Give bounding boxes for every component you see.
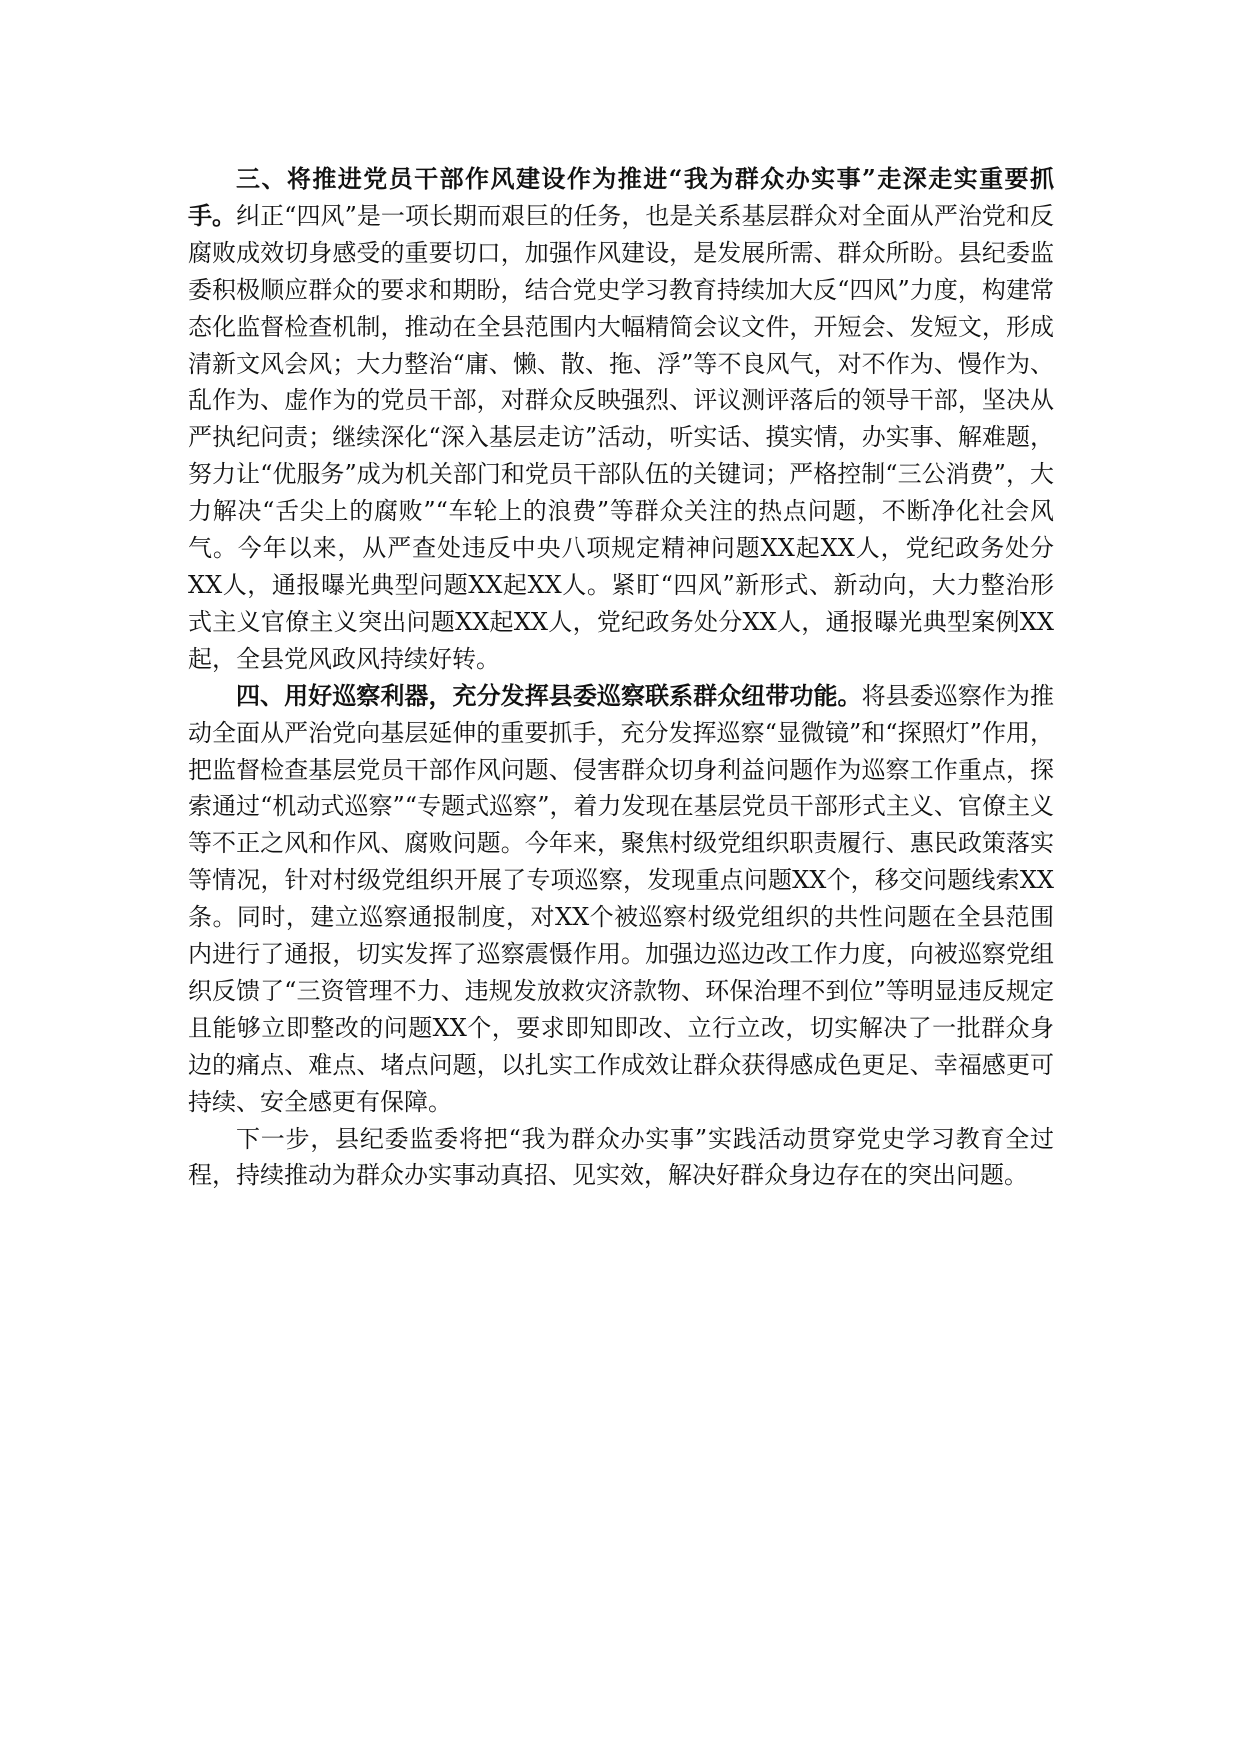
paragraph-heading: 三、将推进党员干部作风建设作为推进“我为群众办实事”走深走实重要抓手。 [188, 164, 1054, 230]
paragraph-text: 下一步，县纪委监委将把“我为群众办实事”实践活动贯穿党史学习教育全过程，持续推动为群众办实事动真招、见实效，解决好群众身边存在的突出问题。 [188, 1124, 1054, 1190]
paragraph-text: 将县委巡察作为推动全面从严治党向基层延伸的重要抓手，充分发挥巡察“显微镜”和“探照灯”作用，把监督检查基层党员干部作风问题、侵害群众切身利益问题作为巡察工作重点，探索通过“机动式巡察”“专题式巡察”，着力发现在基层党员干部形式主义、官僚主义等不正之风和作风、腐败问题。今年来，聚焦村级党组织职责履行、惠民政策落实等情况，针对村级党组织开展了专项巡察，发现重点问题XX个，移交问题线索XX条。同时，建立巡察通报制度，对XX个被巡察村级党组织的共性问题在全县范围内进行了通报，切实发挥了巡察震慑作用。加强边巡边改工作力度，向被巡察党组织反馈了“三资管理不力、违规发放救灾济款物、环保治理不到位”等明显违反规定且能够立即整改的问题XX个，要求即知即改、立行立改，切实解决了一批群众身边的痛点、难点、堵点问题，以扎实工作成效让群众获得感成色更足、幸福感更可持续、安全感更有保障。 [188, 681, 1055, 1116]
document-body [188, 161, 1054, 1194]
paragraph-section-three [188, 161, 1054, 678]
paragraph-text: 纠正“四风”是一项长期而艰巨的任务，也是关系基层群众对全面从严治党和反腐败成效切身感受的重要切口，加强作风建设，是发展所需、群众所盼。县纪委监委积极顺应群众的要求和期盼，结合党史学习教育持续加大反“四风”力度，构建常态化监督检查机制，推动在全县范围内大幅精简会议文件，开短会、发短文，形成清新文风会风；大力整治“庸、懒、散、拖、浮”等不良风气，对不作为、慢作为、乱作为、虚作为的党员干部，对群众反映强烈、评议测评落后的领导干部，坚决从严执纪问责；继续深化“深入基层走访”活动，听实话、摸实情，办实事、解难题，努力让“优服务”成为机关部门和党员干部队伍的关键词；严格控制“三公消费”，大力解决“舌尖上的腐败”“车轮上的浪费”等群众关注的热点问题，不断净化社会风气。今年以来，从严查处违反中央八项规定精神问题XX起XX人，党纪政务处分XX人，通报曝光典型问题XX起XX人。紧盯“四风”新形式、新动向，大力整治形式主义官僚主义突出问题XX起XX人，党纪政务处分XX人，通报曝光典型案例XX起，全县党风政风持续好转。 [188, 201, 1055, 673]
paragraph-next-step [188, 1121, 1054, 1195]
paragraph-heading: 四、用好巡察利器，充分发挥县委巡察联系群众纽带功能。 [236, 680, 862, 710]
paragraph-section-four [188, 678, 1054, 1121]
